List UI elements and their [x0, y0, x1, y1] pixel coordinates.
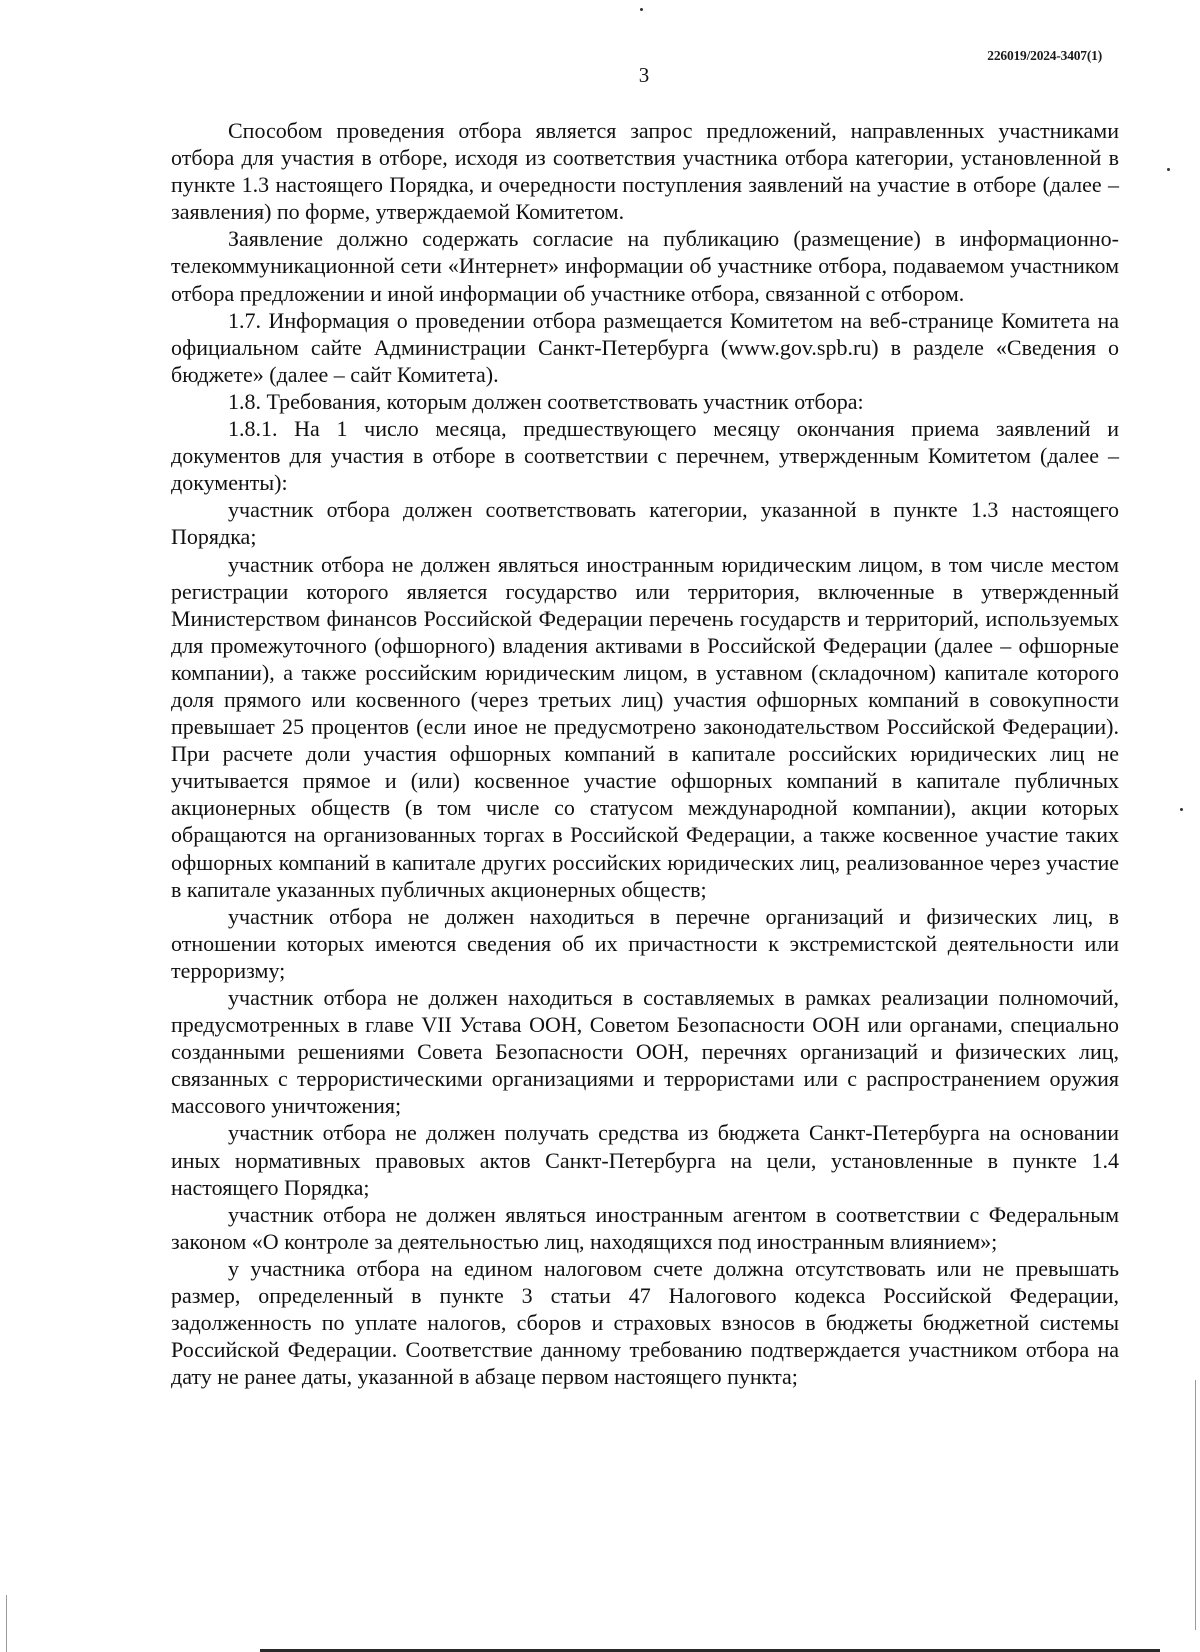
paragraph-extremism-requirement: участник отбора не должен находиться в перечне организаций и физических лиц, в отношении которых имеются сведения об их причастности к экстремистской деятельности или терроризму;: [171, 903, 1119, 983]
document-registration-number: 226019/2024-3407(1): [987, 48, 1102, 63]
paragraph-category-requirement: участник отбора должен соответствовать категории, указанной в пункте 1.3 настоящего Порядка;: [171, 497, 1119, 550]
paragraph-offshore-requirement: участник отбора не должен являться иностранным юридическим лицом, в том числе местом регистрации которого является государство или территория, включенные в утвержденный Министерством финансов Российской Федерации перечень государств и территорий, используемых для промежуточного (офшорного) владения активами в Российской Федерации (далее – офшорные компании), а также российским юридическим лицом, в уставном (складочном) капитале которого доля прямого или косвенного (через третьих лиц) участия офшорных компаний в совокупности превышает 25 процентов (если иное не предусмотрено законодательством Российской Федерации). При расчете доли участия офшорных компаний в капитале российских юридических лиц не учитывается прямое и (или) косвенное участие офшорных компаний в капитале публичных акционерных обществ (в том числе со статусом международной компании), акции которых обращаются на организованных торгах в Российской Федерации, а также косвенное участие таких офшорных компаний в капитале других российских юридических лиц, реализованное через участие в капитале указанных публичных акционерных обществ;: [171, 551, 1119, 902]
scan-artifact-dot: [1180, 808, 1183, 811]
paragraph-1-8-1-deadline: 1.8.1. На 1 число месяца, предшествующего месяцу окончания приема заявлений и документов для участия в отборе в соответствии с перечнем, утвержденным Комитетом (далее – документы):: [171, 416, 1119, 496]
paragraph-1-7-publication: 1.7. Информация о проведении отбора размещается Комитетом на веб-странице Комитета на официальном сайте Администрации Санкт-Петербурга (www.gov.spb.ru) в разделе «Сведения о бюджете» (далее – сайт Комитета).: [171, 307, 1119, 387]
paragraph-selection-method: Способом проведения отбора является запрос предложений, направленных участниками отбора для участия в отборе, исходя из соответствия участника отбора категории, установленной в пункте 1.3 настоящего Порядка, и очередности поступления заявлений на участие в отборе (далее – заявления) по форме, утверждаемой Комитетом.: [171, 118, 1119, 225]
scan-artifact-dot: [1167, 168, 1170, 171]
paragraph-1-8-requirements: 1.8. Требования, которым должен соответствовать участник отбора:: [228, 388, 864, 414]
scan-edge-left: [6, 1595, 7, 1652]
page-number: 3: [638, 63, 650, 87]
paragraph-application-consent: Заявление должно содержать согласие на публикацию (размещение) в информационно-телекоммуникационной сети «Интернет» информации об участнике отбора, подаваемом участником отбора предложении и иной информации об участнике отбора, связанной с отбором.: [171, 226, 1119, 306]
paragraph-un-sanctions-requirement: участник отбора не должен находиться в составляемых в рамках реализации полномочий, предусмотренных в главе VII Устава ООН, Советом Безопасности ООН или органами, специально созданными решениями Совета Безопасности ООН, перечнях организаций и физических лиц, связанных с террористическими организациями и террористами или с распространением оружия массового уничтожения;: [171, 985, 1119, 1119]
paragraph-tax-debt-requirement: у участника отбора на едином налоговом счете должна отсутствовать или не превышать размер, определенный в пункте 3 статьи 47 Налогового кодекса Российской Федерации, задолженность по уплате налогов, сборов и страховых взносов в бюджеты бюджетной системы Российской Федерации. Соответствие данному требованию подтверждается участником отбора на дату не ранее даты, указанной в абзаце первом настоящего пункта;: [171, 1255, 1119, 1390]
paragraph-budget-funds-requirement: участник отбора не должен получать средства из бюджета Санкт-Петербурга на основании иных нормативных правовых актов Санкт-Петербурга на цели, установленные в пункте 1.4 настоящего Порядка;: [171, 1120, 1119, 1200]
scan-artifact-dot: [640, 8, 643, 11]
document-body: [171, 117, 1119, 1390]
scan-edge-right: [1195, 1380, 1196, 1630]
paragraph-foreign-agent-requirement: участник отбора не должен являться иностранным агентом в соответствии с Федеральным законом «О контроле за деятельностью лиц, находящихся под иностранным влиянием»;: [171, 1201, 1119, 1254]
